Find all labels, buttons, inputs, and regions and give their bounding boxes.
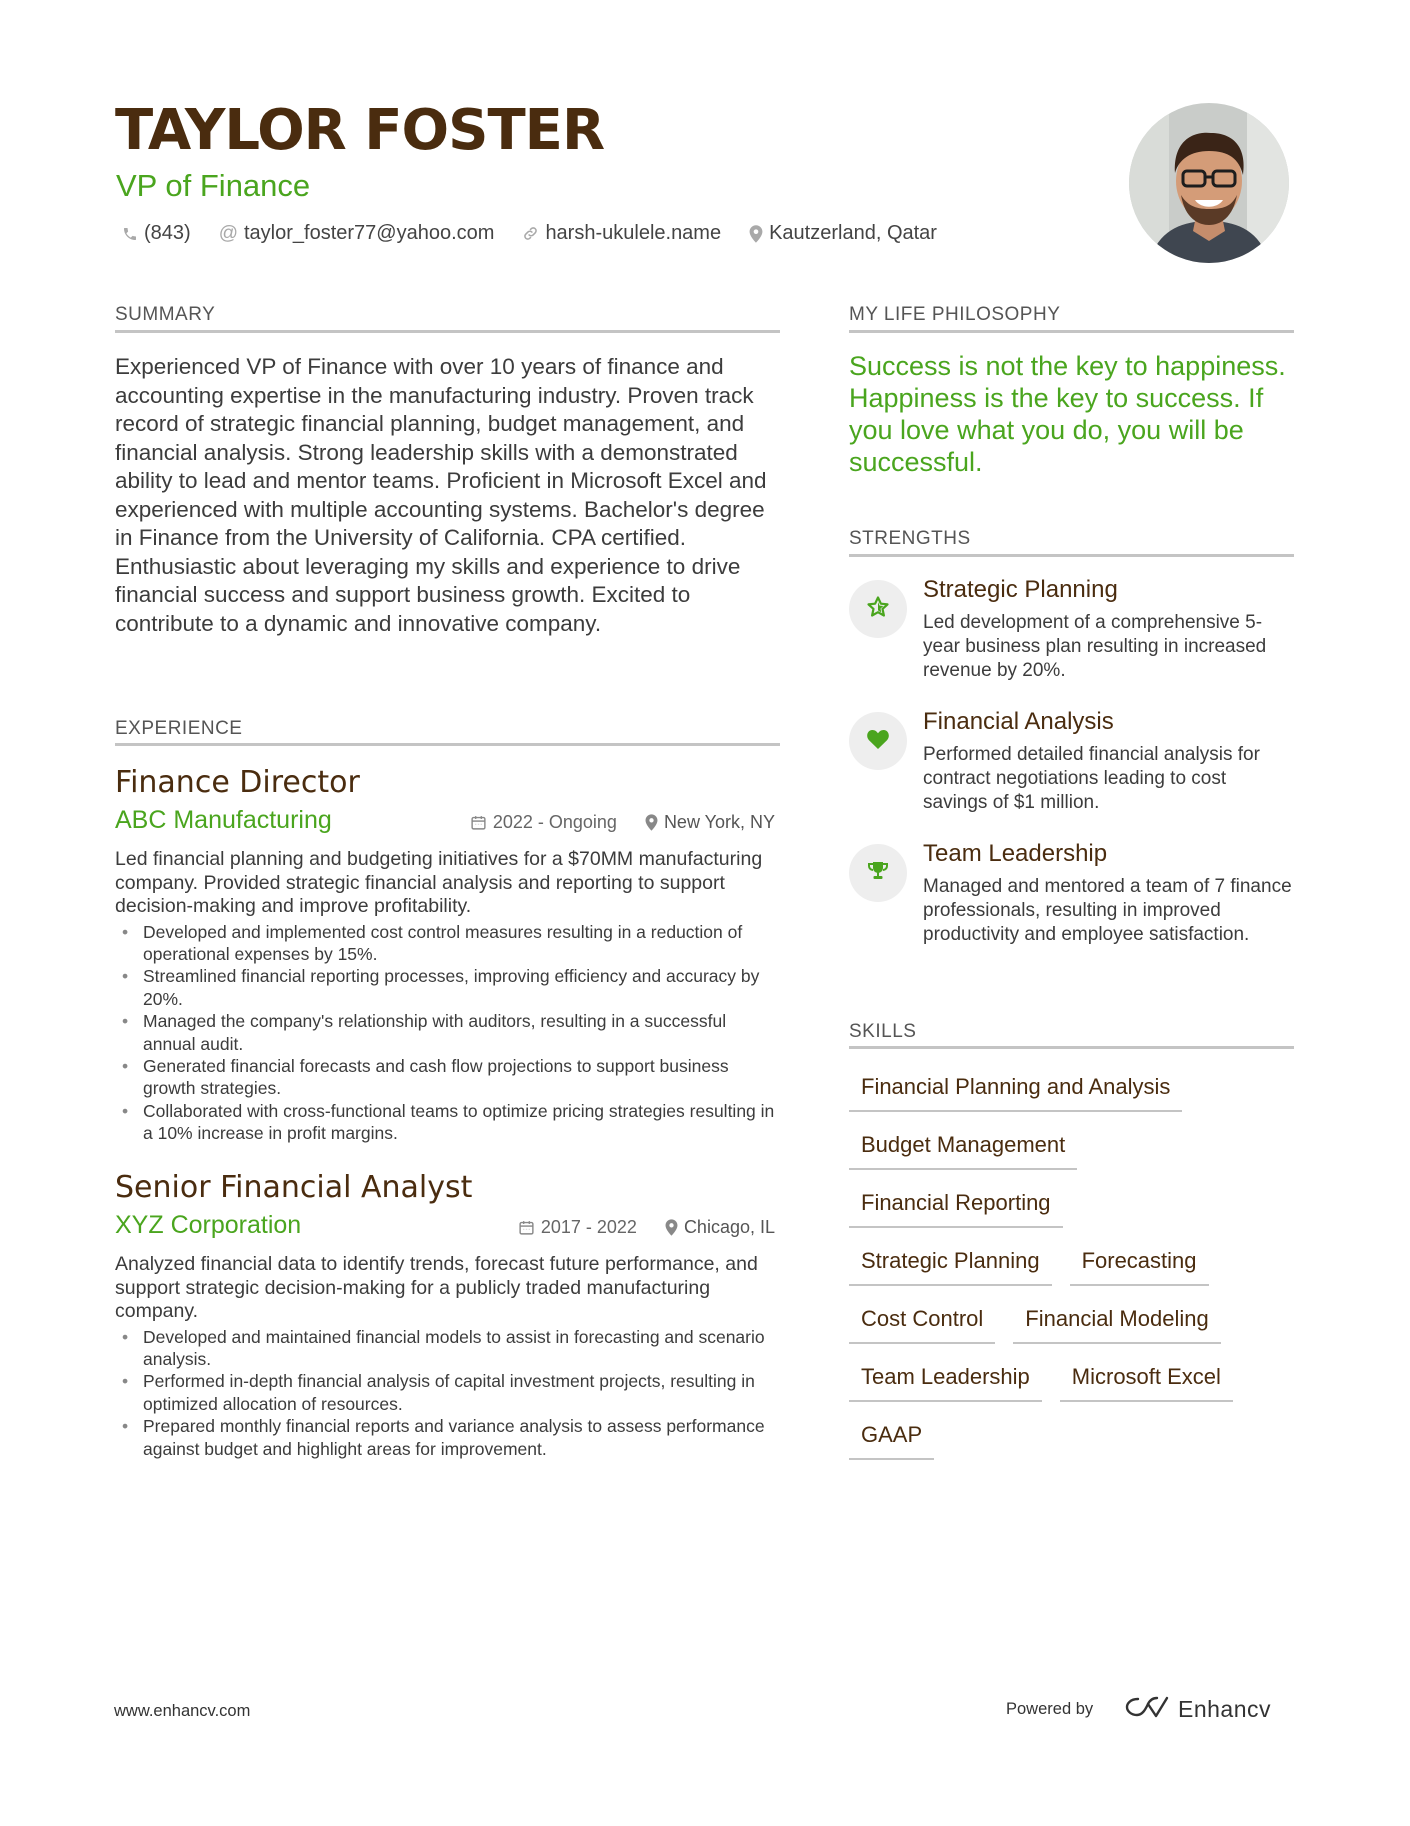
- list-item: • Streamlined financial reporting processes, improving efficiency and accuracy by 20%.: [115, 965, 775, 1010]
- job-location: Chicago, IL: [683, 1217, 775, 1237]
- contact-website[interactable]: [522, 222, 721, 245]
- brand-name: Enhancv: [1178, 1696, 1272, 1722]
- job-header-row: [115, 806, 775, 844]
- skill-tag: Budget Management: [849, 1128, 1077, 1170]
- contact-bar: [122, 222, 965, 245]
- at-icon: @: [218, 222, 238, 244]
- job-period: 2017 - 2022: [540, 1217, 637, 1237]
- calendar-icon: [518, 1219, 535, 1236]
- skill-tag: Financial Reporting: [849, 1186, 1063, 1228]
- strength-description: Performed detailed financial analysis for contract negotiations leading to cost savings of $1 million.: [923, 744, 1260, 813]
- heart-icon: [866, 728, 890, 755]
- enhancv-logo-icon: [1124, 1694, 1170, 1725]
- philosophy-quote: Success is not the key to happiness. Happiness is the key to success. If you love what you do, you will be successful.: [849, 351, 1286, 477]
- map-pin-icon: [749, 225, 763, 243]
- experience-heading: EXPERIENCE: [115, 718, 243, 739]
- skills-list: [849, 1070, 1299, 1476]
- skill-tag: Financial Planning and Analysis: [849, 1070, 1182, 1112]
- strengths-divider: [849, 554, 1294, 557]
- company-name: XYZ Corporation: [115, 1211, 302, 1239]
- job-title: Finance Director: [115, 765, 360, 800]
- strength-badge: [849, 844, 907, 902]
- list-item: • Generated financial forecasts and cash flow projections to support business growth strategies.: [115, 1055, 775, 1100]
- summary-heading: SUMMARY: [115, 304, 216, 325]
- skill-tag: Team Leadership: [849, 1360, 1042, 1402]
- experience-divider: [115, 743, 780, 746]
- strength-description: Managed and mentored a team of 7 finance professionals, resulting in improved productivity and employee satisfaction.: [923, 876, 1292, 945]
- job-meta: [470, 812, 775, 833]
- location-text: Kautzerland, Qatar: [769, 222, 937, 244]
- candidate-name: TAYLOR FOSTER: [115, 98, 605, 163]
- philosophy-heading: MY LIFE PHILOSOPHY: [849, 304, 1061, 325]
- map-pin-icon: [645, 814, 658, 831]
- job-location: New York, NY: [663, 812, 775, 832]
- avatar: [1129, 103, 1289, 263]
- website-text: harsh-ukulele.name: [545, 222, 722, 244]
- list-item: • Performed in-depth financial analysis of capital investment projects, resulting in optimized allocation of resources.: [115, 1370, 775, 1415]
- powered-by-text: Powered by: [1006, 1700, 1094, 1718]
- email-text: taylor_foster77@yahoo.com: [244, 222, 495, 244]
- company-name: ABC Manufacturing: [115, 806, 332, 834]
- skill-tag: Cost Control: [849, 1302, 995, 1344]
- skill-tag: Strategic Planning: [849, 1244, 1052, 1286]
- skill-tag: Forecasting: [1070, 1244, 1209, 1286]
- list-item: • Developed and implemented cost control measures resulting in a reduction of operational expenses by 15%.: [115, 921, 775, 966]
- strength-title: Strategic Planning: [923, 576, 1118, 603]
- contact-phone[interactable]: [122, 222, 191, 245]
- summary-divider: [115, 330, 780, 333]
- star-icon: [866, 595, 890, 624]
- job-description: Analyzed financial data to identify trends, forecast future performance, and support strategic decision-making for a publicly traded manufacturing company.: [115, 1253, 758, 1322]
- job-entry: [115, 1170, 775, 1460]
- footer-url[interactable]: www.enhancv.com: [114, 1702, 251, 1720]
- list-item: • Collaborated with cross-functional teams to optimize pricing strategies resulting in a 10% increase in profit margins.: [115, 1100, 775, 1145]
- skills-heading: SKILLS: [849, 1021, 917, 1042]
- calendar-icon: [470, 814, 487, 831]
- job-entry: [115, 765, 775, 1145]
- phone-text: (843): [144, 222, 191, 244]
- job-title: Senior Financial Analyst: [115, 1170, 473, 1205]
- strength-title: Financial Analysis: [923, 708, 1114, 735]
- brand-logo[interactable]: [1124, 1694, 1271, 1725]
- job-period: 2022 - Ongoing: [492, 812, 617, 832]
- skill-tag: Microsoft Excel: [1060, 1360, 1233, 1402]
- strength-badge: [849, 712, 907, 770]
- strength-title: Team Leadership: [923, 840, 1108, 867]
- job-bullets: [115, 921, 775, 1145]
- link-icon: [522, 225, 539, 242]
- job-header-row: [115, 1211, 775, 1249]
- contact-email[interactable]: [219, 222, 495, 245]
- list-item: • Managed the company's relationship with auditors, resulting in a successful annual audit.: [115, 1010, 775, 1055]
- trophy-icon: [866, 859, 890, 888]
- strength-badge: [849, 580, 907, 638]
- strength-description: Led development of a comprehensive 5-year business plan resulting in increased revenue by 20%.: [923, 612, 1267, 681]
- list-item: • Prepared monthly financial reports and variance analysis to assess performance against budget and highlight areas for improvement.: [115, 1415, 775, 1460]
- skills-divider: [849, 1046, 1294, 1049]
- contact-location: [749, 222, 937, 245]
- job-description: Led financial planning and budgeting initiatives for a $70MM manufacturing company. Provided strategic financial analysis and reporting to support decision-making and improve profitability.: [115, 848, 763, 917]
- strengths-heading: STRENGTHS: [849, 528, 971, 549]
- skill-tag: GAAP: [849, 1418, 934, 1460]
- philosophy-divider: [849, 330, 1294, 333]
- candidate-role: VP of Finance: [116, 168, 311, 203]
- job-bullets: [115, 1326, 775, 1460]
- skill-tag: Financial Modeling: [1013, 1302, 1220, 1344]
- list-item: • Developed and maintained financial models to assist in forecasting and scenario analysis.: [115, 1326, 775, 1371]
- map-pin-icon: [665, 1219, 678, 1236]
- job-meta: [518, 1217, 775, 1238]
- summary-text: Experienced VP of Finance with over 10 years of finance and accounting expertise in the manufacturing industry. Proven track record of strategic financial planning, budget management, and financial analysis. Strong leadership skills with a demonstrated ability to lead and mentor teams. Proficient in Microsoft Excel and experienced with multiple accounting systems. Bachelor's degree in Finance from the University of California. CPA certified. Enthusiastic about leveraging my skills and experience to drive financial success and support business growth. Excited to contribute to a dynamic and innovative company.: [115, 354, 767, 636]
- phone-icon: [122, 226, 138, 242]
